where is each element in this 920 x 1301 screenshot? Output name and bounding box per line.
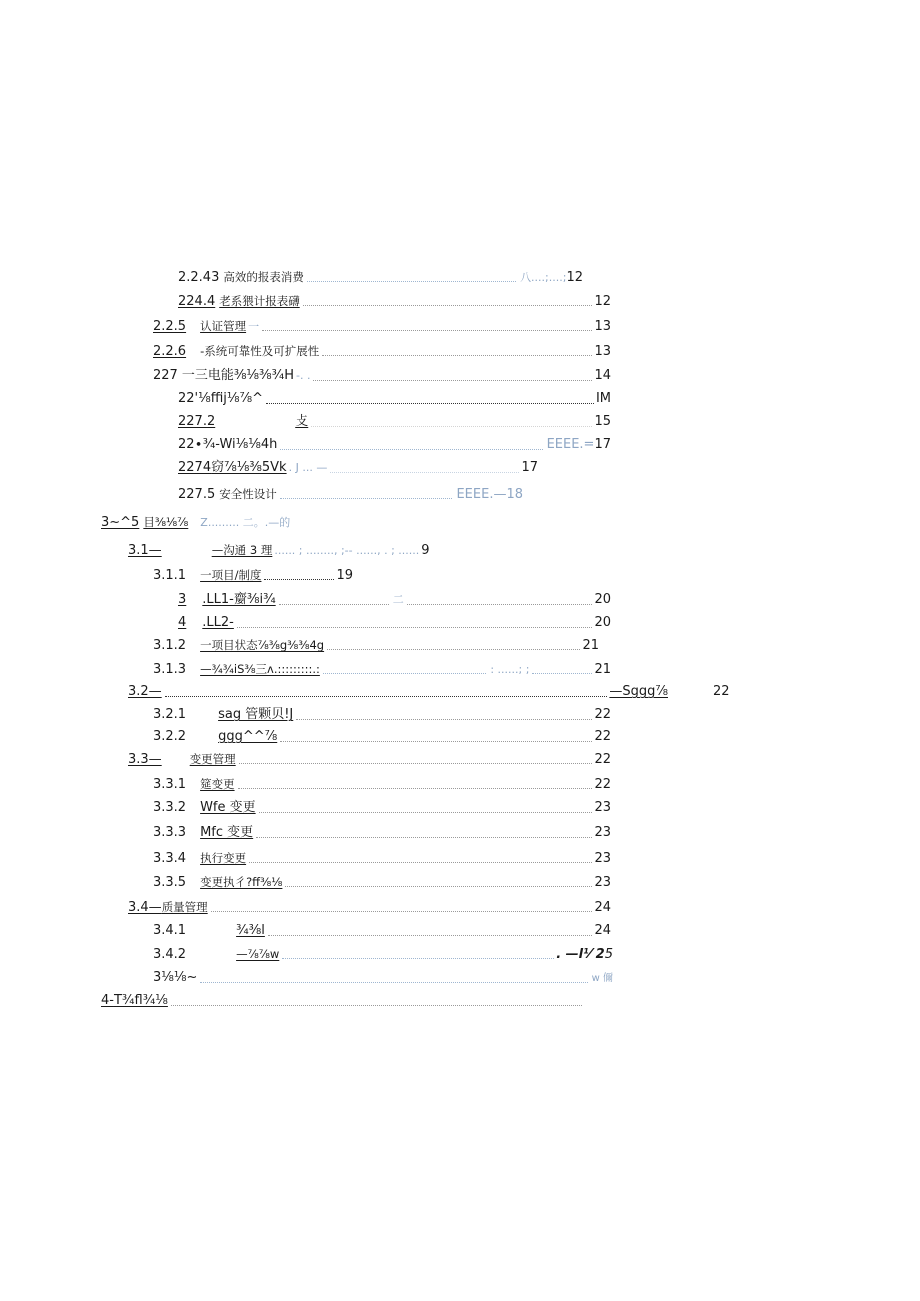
toc-entry[interactable] bbox=[153, 850, 611, 866]
toc-entry-number: 2.2.5 bbox=[153, 319, 187, 334]
toc-leader bbox=[171, 1005, 582, 1006]
toc-leader bbox=[322, 355, 592, 356]
toc-entry-title: 变更执彳?ff⅜⅛ bbox=[200, 875, 283, 889]
toc-leader bbox=[262, 330, 592, 331]
toc-entry-page: 19 bbox=[336, 568, 353, 583]
toc-leader bbox=[327, 649, 580, 650]
toc-entry[interactable] bbox=[178, 592, 611, 608]
toc-entry[interactable] bbox=[153, 923, 611, 939]
toc-entry[interactable] bbox=[178, 391, 611, 407]
toc-entry[interactable] bbox=[153, 970, 613, 986]
toc-entry-title: 一项目状态⅞⅜g⅜⅜4g bbox=[200, 638, 325, 652]
toc-entry-number: 224.4 bbox=[178, 294, 216, 309]
toc-entry-noise: w 儞 bbox=[591, 973, 613, 984]
toc-entry-title: 一三电能⅜⅛⅜¾H bbox=[181, 368, 295, 383]
toc-entry[interactable] bbox=[153, 825, 611, 841]
toc-entry[interactable] bbox=[178, 615, 611, 631]
toc-entry-page: 22 bbox=[713, 684, 730, 699]
toc-entry-title: —沟通 3 理 bbox=[211, 543, 273, 557]
toc-leader bbox=[239, 763, 593, 764]
toc-leader bbox=[285, 886, 592, 887]
toc-entry-number: 3.1— bbox=[128, 543, 162, 558]
toc-entry-noise: Z......... 二。.—的 bbox=[200, 516, 291, 529]
toc-leader bbox=[256, 837, 592, 838]
toc-leader bbox=[280, 449, 542, 450]
toc-entry-number: 3⅛⅛~ bbox=[153, 970, 198, 985]
toc-entry-number: 3 bbox=[178, 592, 187, 607]
toc-entry-page: 23 bbox=[594, 851, 611, 866]
toc-leader bbox=[165, 696, 608, 697]
toc-entry-number: 3~^5 bbox=[101, 515, 140, 530]
toc-entry[interactable] bbox=[178, 486, 523, 502]
toc-entry-title: -系统可靠性及可扩展性 bbox=[200, 344, 320, 358]
toc-entry-number: 227.2 bbox=[178, 414, 216, 429]
toc-leader bbox=[280, 741, 592, 742]
toc-entry-number: 227.5 bbox=[178, 487, 216, 502]
toc-entry-title: Mfc 变更 bbox=[200, 825, 254, 840]
toc-entry[interactable] bbox=[153, 368, 611, 384]
toc-leader bbox=[238, 788, 593, 789]
toc-entry-page: 5 bbox=[604, 947, 613, 962]
toc-entry[interactable] bbox=[153, 729, 611, 745]
toc-entry-noise: EEEE.= bbox=[546, 437, 595, 452]
toc-entry-title: 质量管理 bbox=[161, 900, 208, 914]
toc-entry-title: 安全性设计 bbox=[219, 487, 277, 501]
toc-entry-noise: : ......; ; bbox=[490, 663, 530, 676]
toc-leader bbox=[307, 281, 516, 282]
toc-leader bbox=[313, 380, 592, 381]
toc-entry-noise: -. . bbox=[296, 369, 311, 382]
toc-leader bbox=[200, 982, 587, 983]
toc-entry-noise: ...... ; ........, ;-- ......, . ; ...... bbox=[274, 544, 420, 557]
toc-entry[interactable] bbox=[153, 874, 611, 890]
toc-entry-title: 执行变更 bbox=[200, 851, 247, 865]
toc-leader bbox=[282, 958, 554, 959]
toc-leader bbox=[249, 862, 592, 863]
toc-entry-number: 22' bbox=[178, 391, 199, 406]
toc-entry-number: 3.1.3 bbox=[153, 662, 187, 677]
toc-entry[interactable] bbox=[153, 776, 611, 792]
toc-entry-page: 15 bbox=[594, 414, 611, 429]
toc-entry-page: 20 bbox=[594, 615, 611, 630]
toc-entry-page: 21 bbox=[582, 638, 599, 653]
toc-entry-number: 3.4.1 bbox=[153, 923, 187, 938]
toc-entry-number: 2274 bbox=[178, 460, 212, 475]
toc-entry-number: 3.2.1 bbox=[153, 707, 187, 722]
toc-leader bbox=[330, 472, 519, 473]
toc-entry-number: 3.1.2 bbox=[153, 638, 187, 653]
toc-entry-number: 3.3.2 bbox=[153, 800, 187, 815]
toc-entry-title: 攴 bbox=[295, 414, 309, 429]
toc-entry-title: ¾⅜l bbox=[236, 923, 265, 938]
toc-leader bbox=[266, 403, 594, 404]
toc-entry-noise: 二 bbox=[392, 593, 404, 606]
toc-entry-page: 21 bbox=[594, 662, 611, 677]
toc-entry-number: 3.1.1 bbox=[153, 568, 187, 583]
toc-leader bbox=[268, 935, 593, 936]
toc-entry-title: 目⅜⅛⅞ bbox=[143, 515, 189, 529]
toc-entry-noise: —Sggg⅞ bbox=[609, 684, 668, 699]
toc-leader bbox=[211, 911, 593, 912]
toc-entry-number: 2.2.6 bbox=[153, 344, 187, 359]
toc-entry[interactable] bbox=[128, 899, 611, 915]
toc-entry-title: 窃⅞⅛⅜5Vk bbox=[211, 460, 287, 475]
toc-entry-page: 22 bbox=[594, 777, 611, 792]
toc-entry-title: .LL1-䶒⅜i¾ bbox=[202, 592, 276, 607]
toc-entry-page: 12 bbox=[594, 294, 611, 309]
toc-leader bbox=[296, 719, 592, 720]
toc-entry-title: 老系猥计报表礴 bbox=[219, 294, 300, 308]
toc-leader bbox=[407, 604, 593, 605]
toc-entry-title: 变更管理 bbox=[189, 752, 236, 766]
toc-entry-title: —¾¾iS⅜三ʌ.:::::::::.: bbox=[200, 662, 320, 676]
toc-entry-number: 3.3.4 bbox=[153, 851, 187, 866]
toc-entry[interactable] bbox=[153, 707, 611, 723]
toc-entry-number: 3.3.1 bbox=[153, 777, 187, 792]
toc-leader bbox=[237, 627, 593, 628]
toc-entry-number: 3.3.5 bbox=[153, 875, 187, 890]
toc-entry-title: ¾-Wi⅛⅛4h bbox=[202, 437, 278, 452]
toc-entry[interactable] bbox=[178, 293, 611, 309]
toc-leader bbox=[280, 498, 453, 499]
toc-entry-title: .LL2- bbox=[202, 615, 234, 630]
toc-entry-page: 24 bbox=[594, 923, 611, 938]
toc-entry-number: 4 bbox=[178, 615, 187, 630]
toc-leader bbox=[279, 604, 389, 605]
toc-entry-title: 认证管理 bbox=[200, 319, 247, 333]
toc-entry-page: 17 bbox=[594, 437, 611, 452]
toc-entry-page: 13 bbox=[594, 344, 611, 359]
toc-entry-number: 2.2.43 bbox=[178, 270, 220, 285]
toc-entry-page: 13 bbox=[594, 319, 611, 334]
toc-entry[interactable] bbox=[178, 460, 538, 476]
toc-entry-noise: EEEE.—18 bbox=[456, 487, 523, 502]
toc-leader bbox=[303, 305, 593, 306]
toc-entry[interactable] bbox=[128, 684, 668, 700]
toc-leader bbox=[264, 579, 334, 580]
toc-entry-page: 12 bbox=[566, 270, 583, 285]
toc-entry-noise: 一 bbox=[248, 320, 260, 333]
toc-entry-number: 227 bbox=[153, 368, 178, 383]
toc-entry-noise: . —l⅟ 2 bbox=[556, 947, 605, 962]
toc-entry[interactable] bbox=[153, 661, 611, 677]
toc-entry-title: —⅞⅞w bbox=[236, 947, 280, 961]
toc-entry-title: ggg^^⅞ bbox=[218, 729, 278, 744]
toc-entry-number: 3.3.3 bbox=[153, 825, 187, 840]
toc-entry[interactable] bbox=[153, 343, 611, 359]
toc-entry-page: 23 bbox=[594, 875, 611, 890]
toc-entry-title: 一项目/制度 bbox=[200, 568, 262, 582]
toc-entry[interactable] bbox=[178, 269, 583, 285]
toc-entry[interactable] bbox=[153, 946, 613, 962]
toc-entry-page: 20 bbox=[594, 592, 611, 607]
toc-entry-number: 4- bbox=[101, 993, 114, 1008]
toc-entry-title: 筵变更 bbox=[200, 777, 235, 791]
toc-entry-page: 23 bbox=[594, 825, 611, 840]
toc-entry-title: Wfe 变更 bbox=[200, 800, 256, 815]
toc-entry[interactable] bbox=[128, 751, 611, 767]
toc-leader bbox=[311, 426, 592, 427]
toc-entry-title: T¾fl¾⅛ bbox=[113, 993, 168, 1008]
toc-entry-page: 24 bbox=[594, 900, 611, 915]
toc-entry-title: sag 管颗贝!J bbox=[218, 707, 294, 722]
toc-leader bbox=[323, 673, 486, 674]
toc-entry[interactable] bbox=[153, 637, 599, 653]
toc-entry-number: 3.2.2 bbox=[153, 729, 187, 744]
toc-entry-title: ⅛ffij⅛⅞^ bbox=[198, 391, 263, 406]
toc-leader bbox=[259, 812, 593, 813]
toc-entry-page: 23 bbox=[594, 800, 611, 815]
toc-entry[interactable] bbox=[128, 542, 428, 558]
toc-entry[interactable] bbox=[153, 800, 611, 816]
toc-entry-noise: . J ... — bbox=[288, 461, 328, 474]
toc-entry[interactable] bbox=[101, 514, 301, 530]
toc-entry-title: 高效的报表消费 bbox=[223, 270, 304, 284]
toc-entry-page: IM bbox=[595, 391, 611, 406]
toc-entry-number: 3.2— bbox=[128, 684, 162, 699]
toc-entry-number: 22∙ bbox=[178, 437, 203, 452]
toc-leader bbox=[532, 673, 592, 674]
toc-entry[interactable] bbox=[178, 437, 611, 453]
toc-entry-page: 17 bbox=[521, 460, 538, 475]
toc-entry-page: 22 bbox=[594, 729, 611, 744]
toc-entry[interactable] bbox=[178, 414, 611, 430]
toc-entry[interactable] bbox=[101, 993, 584, 1009]
toc-entry-page: 14 bbox=[594, 368, 611, 383]
toc-entry-page: 9 bbox=[421, 543, 430, 558]
toc-entry-number: 3.4.2 bbox=[153, 947, 187, 962]
toc-entry-number: 3.4— bbox=[128, 900, 162, 915]
toc-entry[interactable] bbox=[153, 318, 611, 334]
toc-entry-page: 22 bbox=[594, 707, 611, 722]
toc-entry-noise: 八....;....; bbox=[520, 271, 567, 284]
toc-entry-page: 22 bbox=[594, 752, 611, 767]
toc-entry[interactable] bbox=[153, 567, 353, 583]
toc-entry-number: 3.3— bbox=[128, 752, 162, 767]
